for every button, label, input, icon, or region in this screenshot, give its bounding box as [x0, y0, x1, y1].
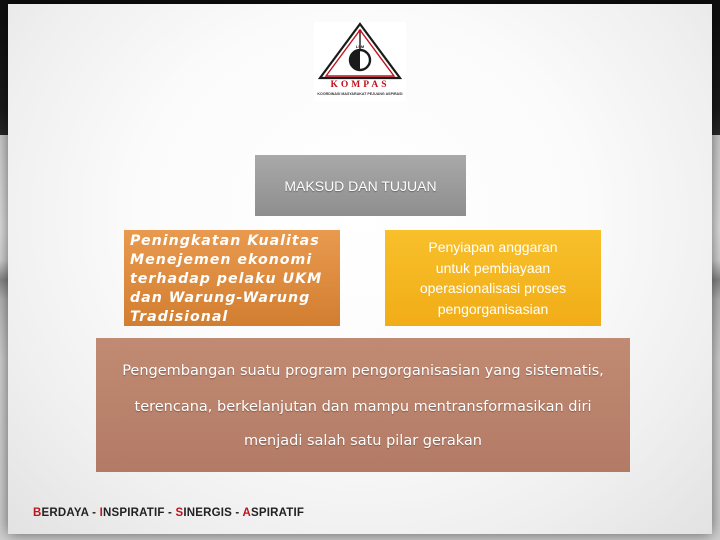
slogan-word: ERDAYA — [41, 507, 89, 519]
footer-slogan — [33, 507, 304, 519]
slogan-word: SPIRATIF — [250, 507, 305, 519]
bottom-goal-line: terencana, berkelanjutan dan mampu mentransformasikan diri — [134, 399, 592, 415]
left-goal-line: Peningkatan Kualitas — [130, 233, 320, 249]
logo-tagline: KOORDINASI MASYARAKAT PEJUANG ASPIRASI — [317, 92, 403, 96]
left-goal-line: dan Warung-Warung — [130, 290, 311, 306]
slogan-word: INERGIS — [183, 507, 233, 519]
right-goal-line: operasionalisasi proses — [419, 280, 567, 296]
left-goal-line: Menejemen ekonomi — [130, 252, 313, 268]
slogan-separator: - — [88, 507, 100, 519]
right-goal-line: Penyiapan anggaran — [428, 239, 558, 255]
right-goal-box — [385, 230, 601, 326]
kompas-emblem-icon — [314, 22, 406, 102]
slogan-initial: I — [99, 507, 103, 519]
logo-inner-text: LSM — [355, 44, 365, 49]
diagram-title-box — [255, 155, 466, 216]
left-goal-line: terhadap pelaku UKM — [130, 271, 323, 287]
kompas-logo — [314, 22, 406, 102]
slogan-initial: B — [33, 507, 42, 519]
slogan-initial: S — [175, 507, 184, 519]
slogan-initial: A — [242, 507, 251, 519]
slogan-separator: - — [232, 507, 243, 519]
right-goal-line: untuk pembiayaan — [435, 259, 551, 276]
bottom-goal-line: Pengembangan suatu program pengorganisasian yang sistematis, — [122, 363, 604, 379]
right-goal-line: pengorganisasian — [437, 300, 549, 317]
diagram-title: MAKSUD DAN TUJUAN — [284, 177, 437, 194]
slogan-word: NSPIRATIF — [102, 507, 165, 519]
bottom-goal-line: menjadi salah satu pilar gerakan — [244, 433, 482, 449]
slogan-separator: - — [164, 507, 176, 519]
left-goal-line: Tradisional — [130, 309, 229, 325]
left-goal-box — [124, 230, 340, 326]
bottom-goal-box — [96, 338, 630, 472]
logo-wordmark: KOMPAS — [330, 80, 390, 90]
